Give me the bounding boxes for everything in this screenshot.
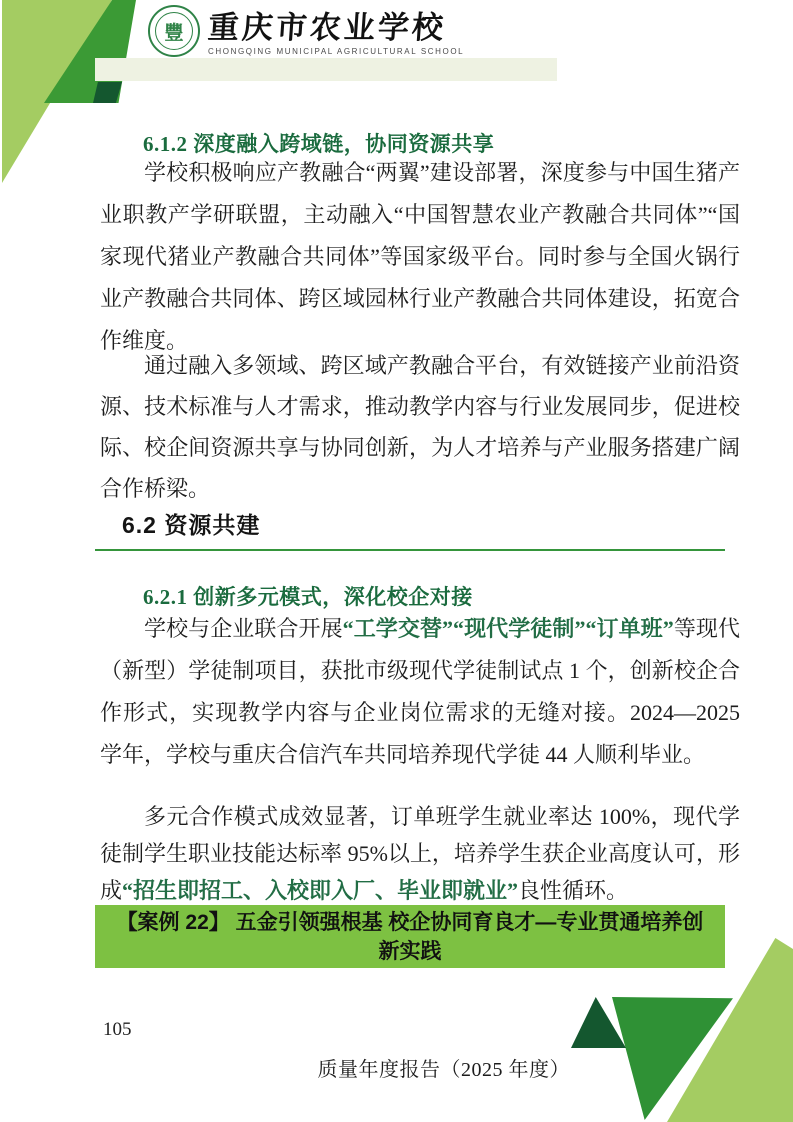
heading-6-2: 6.2 资源共建 [122,512,261,538]
text-run: “工学交替”“现代学徒制”“订单班” [342,616,674,641]
header-band [95,58,557,81]
text-run: “招生即招工、入校即入厂、毕业即就业” [122,878,519,903]
paragraph-cross-domain-chain-2: 通过融入多领域、跨区域产教融合平台，有效链接产业前沿资源、技术标准与人才需求，推动教学内容与行业发展同步，促进校际、校企间资源共享与协同创新，为人才培养与产业服务搭建广阔合作桥梁。 [100,353,740,501]
school-logo [148,5,464,57]
text-run: 良性循环。 [518,878,629,903]
case-22-banner: 【案例 22】 五金引领强根基 校企协同育良才—专业贯通培养创新实践 [95,905,725,968]
heading-6-2-1: 6.2.1 创新多元模式，深化校企对接 [143,585,473,609]
emblem-glyph: 豐 [155,12,193,50]
paragraph-cross-domain-chain-1: 学校积极响应产教融合“两翼”建设部署，深度参与中国生猪产业职教产学研联盟，主动融入“中国智慧农业产教融合共同体”“国家现代猪业产教融合共同体”等国家级平台。同时参与全国火锅行业产教融合共同体、跨区域园林行业产教融合共同体建设，拓宽合作维度。 [100,160,740,353]
footer-report-title: 质量年度报告（2025 年度） [317,1059,570,1081]
text-run: 学校与企业联合开展 [144,616,343,641]
text-run: 等现代（新型）学徒制项目，获批市级现代学徒制试点 1 个，创新校企合作形式，实现教学内容与企业岗位需求的无缝对接。2024—2025 学年，学校与重庆合信汽车共同培养现代学徒 44 人顺利毕业。 [100,616,740,767]
logo-text [208,5,464,56]
paragraph-apprenticeship-2 [100,798,740,909]
paragraph-apprenticeship-1 [100,608,740,776]
page-number: 105 [103,1019,132,1040]
school-name-en: CHONGQING MUNICIPAL AGRICULTURAL SCHOOL [208,47,465,56]
section-divider-rule [95,549,725,551]
school-name-zh: 重庆市农业学校 [206,10,448,45]
heading-6-1-2: 6.1.2 深度融入跨域链，协同资源共享 [143,132,495,156]
text-run: 多元合作模式成效显著，订单班学生就业率达 100%，现代学徒制学生职业技能达标率 95%以上，培养学生获企业高度认可，形成 [100,804,740,903]
school-emblem-icon [148,5,200,57]
